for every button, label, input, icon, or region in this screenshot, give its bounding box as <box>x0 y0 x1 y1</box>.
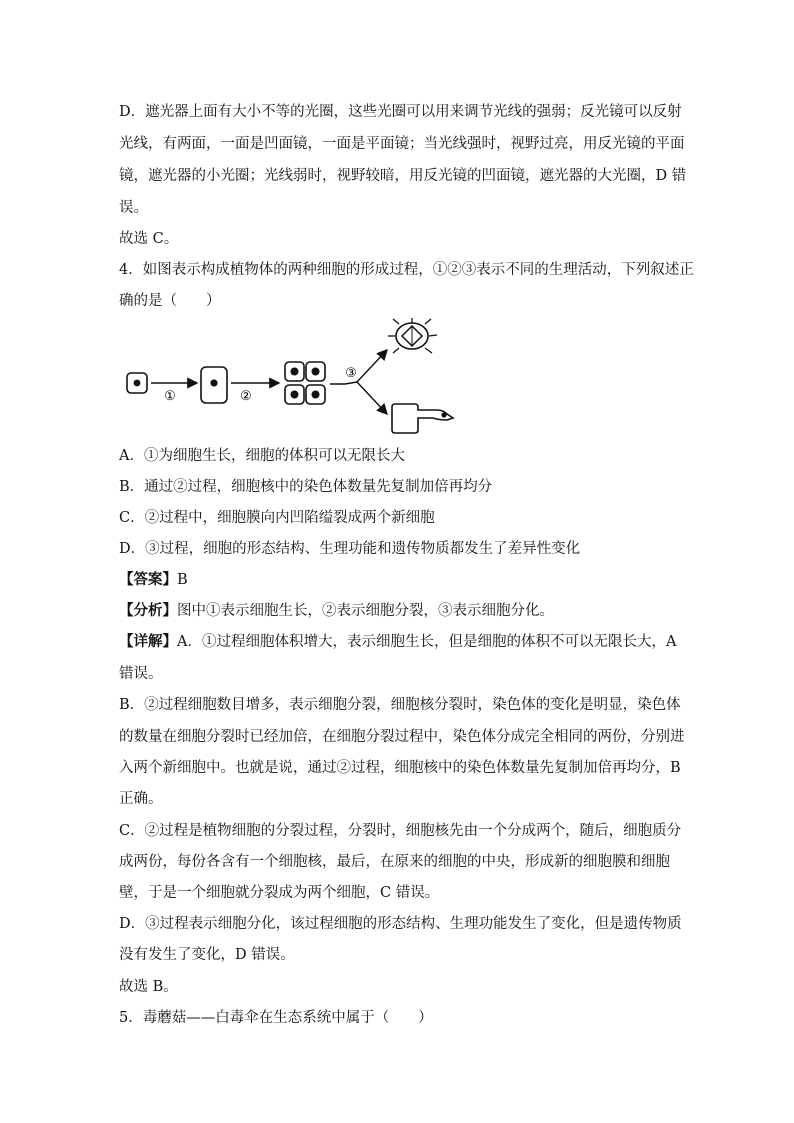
small-cell <box>127 373 147 393</box>
analysis-text: 图中①表示细胞生长，②表示细胞分裂，③表示细胞分化。 <box>177 603 554 619</box>
answer-tag: 【答案】 <box>119 571 177 588</box>
arrow-3-stem <box>330 382 357 384</box>
guard-cell <box>388 318 437 353</box>
text-line: D．③过程表示细胞分化，该过程细胞的形态结构、生理功能发生了变化，但是遗传物质 <box>119 916 682 932</box>
answer-line <box>119 570 188 590</box>
text-line: B．②过程细胞数目增多，表示细胞分裂，细胞核分裂时，染色体的变化是明显，染色体 <box>119 697 681 713</box>
text-line: 的数量在细胞分裂时已经加倍，在细胞分裂过程中，染色体分成完全相同的两份，分别进 <box>119 729 685 745</box>
question-4-stem-end: 确的是（ ） <box>119 293 221 309</box>
option-d: D．③过程，细胞的形态结构、生理功能和遗传物质都发生了差异性变化 <box>119 541 581 557</box>
detail-tag: 【详解】 <box>119 633 177 650</box>
cell-formation-diagram <box>119 318 459 438</box>
question-4-stem: 4．如图表示构成植物体的两种细胞的形成过程，①②③表示不同的生理活动，下列叙述正 <box>119 262 694 278</box>
analysis-line <box>119 601 554 621</box>
text-line: 光线，有两面，一面是凹面镜，一面是平面镜；当光线强时，视野过亮，用反光镜的平面 <box>119 136 685 152</box>
analysis-tag: 【分析】 <box>119 602 177 619</box>
text-line: 壁，于是一个细胞就分裂成为两个细胞，C 错误。 <box>119 885 440 901</box>
detail-first: A．①过程细胞体积增大，表示细胞生长，但是细胞的体积不可以无限长大，A <box>177 634 677 650</box>
text-line: 成两份，每份各含有一个细胞核，最后，在原来的细胞的中央，形成新的细胞膜和细胞 <box>119 854 670 870</box>
text-line: C．②过程是植物细胞的分裂过程，分裂时，细胞核先由一个分成两个，随后，细胞质分 <box>119 823 682 839</box>
detail-line <box>119 632 676 652</box>
text-line: D．遮光器上面有大小不等的光圈，这些光圈可以用来调节光线的强弱；反光镜可以反射 <box>119 104 682 120</box>
text-line: 故选 C。 <box>119 231 179 247</box>
text-line: 没有发生了变化，D 错误。 <box>119 947 295 963</box>
option-c: C．②过程中，细胞膜向内凹陷缢裂成两个新细胞 <box>119 510 435 526</box>
answer-value: B <box>177 572 188 588</box>
question-5-stem: 5．毒蘑菇——白毒伞在生态系统中属于（ ） <box>119 1010 433 1026</box>
divided-cells <box>285 362 325 404</box>
arrow-3-up <box>357 350 387 382</box>
text-line: 错误。 <box>119 666 163 682</box>
text-line: 正确。 <box>119 791 163 807</box>
option-a: A．①为细胞生长，细胞的体积可以无限长大 <box>119 448 405 464</box>
label-3: ③ <box>345 366 357 381</box>
grown-cell <box>201 367 227 403</box>
text-line: 镜，遮光器的小光圈；光线弱时，视野较暗，用反光镜的凹面镜，遮光器的大光圈，D 错 <box>119 168 687 184</box>
label-1: ① <box>164 389 176 404</box>
text-line: 故选 B。 <box>119 979 178 995</box>
option-b: B．通过②过程，细胞核中的染色体数量先复制加倍再均分 <box>119 479 493 495</box>
label-2: ② <box>240 389 252 404</box>
arrow-3-down <box>357 382 387 414</box>
text-line: 入两个新细胞中。也就是说，通过②过程，细胞核中的染色体数量先复制加倍再均分，B <box>119 760 681 776</box>
text-line: 误。 <box>119 200 148 216</box>
root-hair-cell <box>392 404 453 433</box>
